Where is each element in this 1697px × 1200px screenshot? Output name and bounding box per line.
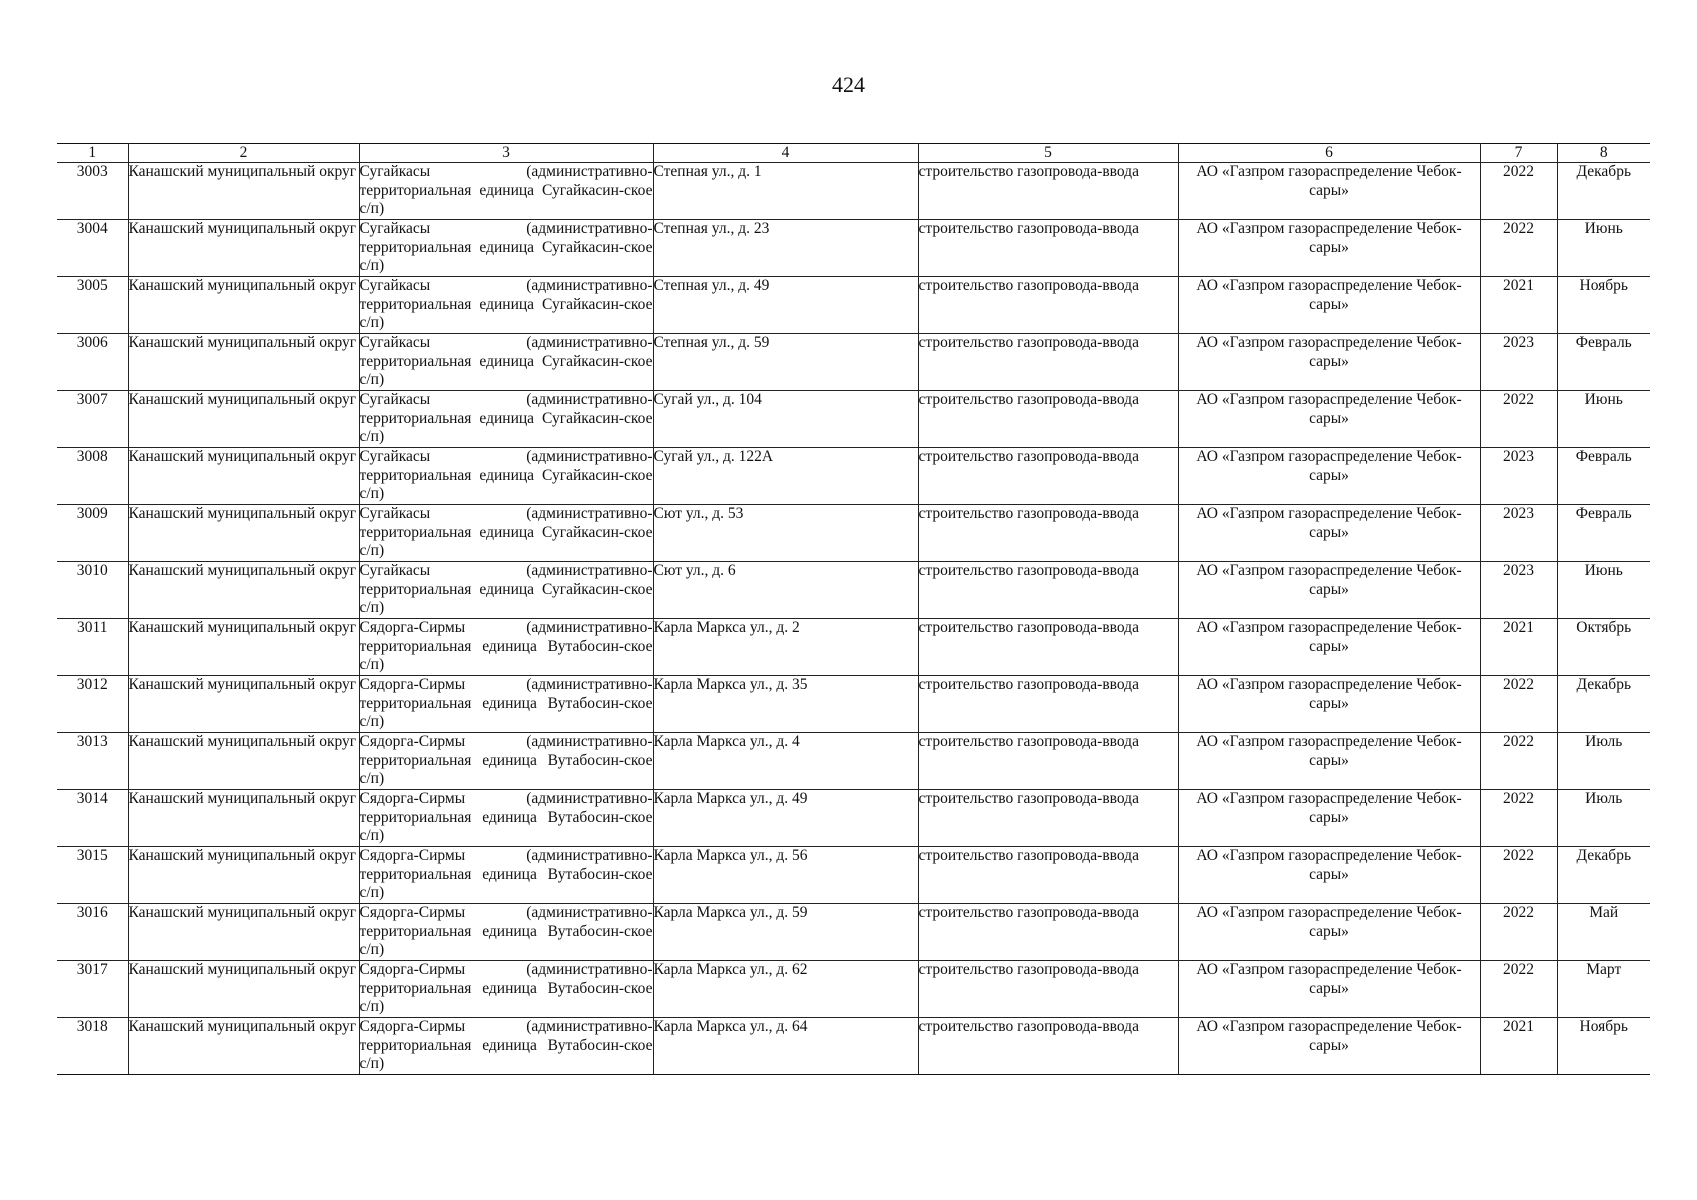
address-cell: Степная ул., д. 23	[653, 220, 918, 277]
organization-cell: АО «Газпром газораспределение Чебок-сары»	[1178, 847, 1480, 904]
month-cell: Июнь	[1557, 220, 1650, 277]
month-cell: Ноябрь	[1557, 1018, 1650, 1075]
table-row	[57, 904, 1650, 961]
table-row	[57, 790, 1650, 847]
year-cell: 2022	[1480, 220, 1557, 277]
column-header: 3	[359, 144, 653, 163]
month-cell: Июнь	[1557, 391, 1650, 448]
month-cell: Февраль	[1557, 505, 1650, 562]
month-cell: Июль	[1557, 733, 1650, 790]
organization-cell: АО «Газпром газораспределение Чебок-сары»	[1178, 904, 1480, 961]
table-row	[57, 961, 1650, 1018]
locality-cell: Сугайкасы (административно-территориальная единица Сугайкасин-ское с/п)	[359, 448, 653, 505]
table-row	[57, 562, 1650, 619]
column-header: 8	[1557, 144, 1650, 163]
address-cell: Карла Маркса ул., д. 4	[653, 733, 918, 790]
row-number-cell: 3003	[57, 163, 128, 220]
work-type-cell: строительство газопровода-ввода	[918, 391, 1178, 448]
year-cell: 2023	[1480, 334, 1557, 391]
address-cell: Степная ул., д. 1	[653, 163, 918, 220]
locality-cell: Сядорга-Сирмы (административно-территориальная единица Вутабосин-ское с/п)	[359, 733, 653, 790]
year-cell: 2022	[1480, 904, 1557, 961]
year-cell: 2022	[1480, 790, 1557, 847]
organization-cell: АО «Газпром газораспределение Чебок-сары»	[1178, 391, 1480, 448]
locality-cell: Сядорга-Сирмы (административно-территориальная единица Вутабосин-ское с/п)	[359, 619, 653, 676]
row-number-cell: 3007	[57, 391, 128, 448]
locality-cell: Сугайкасы (административно-территориальная единица Сугайкасин-ское с/п)	[359, 505, 653, 562]
year-cell: 2023	[1480, 448, 1557, 505]
header-row	[57, 144, 1650, 163]
table-row	[57, 277, 1650, 334]
district-cell: Канашский муниципальный округ	[128, 448, 359, 505]
work-type-cell: строительство газопровода-ввода	[918, 163, 1178, 220]
address-cell: Карла Маркса ул., д. 35	[653, 676, 918, 733]
month-cell: Декабрь	[1557, 847, 1650, 904]
work-type-cell: строительство газопровода-ввода	[918, 733, 1178, 790]
address-cell: Карла Маркса ул., д. 62	[653, 961, 918, 1018]
work-type-cell: строительство газопровода-ввода	[918, 562, 1178, 619]
year-cell: 2022	[1480, 676, 1557, 733]
month-cell: Март	[1557, 961, 1650, 1018]
work-type-cell: строительство газопровода-ввода	[918, 448, 1178, 505]
organization-cell: АО «Газпром газораспределение Чебок-сары»	[1178, 961, 1480, 1018]
column-header: 4	[653, 144, 918, 163]
month-cell: Июнь	[1557, 562, 1650, 619]
district-cell: Канашский муниципальный округ	[128, 904, 359, 961]
row-number-cell: 3016	[57, 904, 128, 961]
district-cell: Канашский муниципальный округ	[128, 562, 359, 619]
organization-cell: АО «Газпром газораспределение Чебок-сары»	[1178, 277, 1480, 334]
row-number-cell: 3015	[57, 847, 128, 904]
month-cell: Февраль	[1557, 334, 1650, 391]
locality-cell: Сугайкасы (административно-территориальная единица Сугайкасин-ское с/п)	[359, 220, 653, 277]
organization-cell: АО «Газпром газораспределение Чебок-сары»	[1178, 562, 1480, 619]
year-cell: 2021	[1480, 619, 1557, 676]
locality-cell: Сугайкасы (административно-территориальная единица Сугайкасин-ское с/п)	[359, 334, 653, 391]
organization-cell: АО «Газпром газораспределение Чебок-сары»	[1178, 790, 1480, 847]
month-cell: Ноябрь	[1557, 277, 1650, 334]
table-row	[57, 334, 1650, 391]
row-number-cell: 3018	[57, 1018, 128, 1075]
organization-cell: АО «Газпром газораспределение Чебок-сары»	[1178, 220, 1480, 277]
work-type-cell: строительство газопровода-ввода	[918, 334, 1178, 391]
organization-cell: АО «Газпром газораспределение Чебок-сары»	[1178, 733, 1480, 790]
work-type-cell: строительство газопровода-ввода	[918, 676, 1178, 733]
district-cell: Канашский муниципальный округ	[128, 334, 359, 391]
locality-cell: Сугайкасы (административно-территориальная единица Сугайкасин-ское с/п)	[359, 391, 653, 448]
row-number-cell: 3017	[57, 961, 128, 1018]
address-cell: Сугай ул., д. 104	[653, 391, 918, 448]
address-cell: Сют ул., д. 6	[653, 562, 918, 619]
column-header: 6	[1178, 144, 1480, 163]
column-header: 7	[1480, 144, 1557, 163]
district-cell: Канашский муниципальный округ	[128, 676, 359, 733]
year-cell: 2023	[1480, 562, 1557, 619]
locality-cell: Сугайкасы (административно-территориальная единица Сугайкасин-ское с/п)	[359, 277, 653, 334]
year-cell: 2021	[1480, 277, 1557, 334]
address-cell: Степная ул., д. 49	[653, 277, 918, 334]
locality-cell: Сядорга-Сирмы (административно-территориальная единица Вутабосин-ское с/п)	[359, 790, 653, 847]
locality-cell: Сядорга-Сирмы (административно-территориальная единица Вутабосин-ское с/п)	[359, 676, 653, 733]
column-header: 2	[128, 144, 359, 163]
locality-cell: Сядорга-Сирмы (административно-территориальная единица Вутабосин-ское с/п)	[359, 847, 653, 904]
year-cell: 2022	[1480, 733, 1557, 790]
district-cell: Канашский муниципальный округ	[128, 961, 359, 1018]
table-row	[57, 448, 1650, 505]
table-row	[57, 619, 1650, 676]
table-row	[57, 1018, 1650, 1075]
row-number-cell: 3006	[57, 334, 128, 391]
work-type-cell: строительство газопровода-ввода	[918, 505, 1178, 562]
organization-cell: АО «Газпром газораспределение Чебок-сары»	[1178, 1018, 1480, 1075]
year-cell: 2022	[1480, 961, 1557, 1018]
table-row	[57, 505, 1650, 562]
work-type-cell: строительство газопровода-ввода	[918, 904, 1178, 961]
row-number-cell: 3008	[57, 448, 128, 505]
address-cell: Карла Маркса ул., д. 56	[653, 847, 918, 904]
district-cell: Канашский муниципальный округ	[128, 277, 359, 334]
column-header: 5	[918, 144, 1178, 163]
row-number-cell: 3011	[57, 619, 128, 676]
year-cell: 2022	[1480, 847, 1557, 904]
locality-cell: Сядорга-Сирмы (административно-территориальная единица Вутабосин-ское с/п)	[359, 961, 653, 1018]
year-cell: 2022	[1480, 391, 1557, 448]
address-cell: Карла Маркса ул., д. 49	[653, 790, 918, 847]
row-number-cell: 3009	[57, 505, 128, 562]
organization-cell: АО «Газпром газораспределение Чебок-сары»	[1178, 334, 1480, 391]
address-cell: Сугай ул., д. 122А	[653, 448, 918, 505]
row-number-cell: 3013	[57, 733, 128, 790]
data-table	[57, 143, 1650, 1075]
address-cell: Карла Маркса ул., д. 2	[653, 619, 918, 676]
district-cell: Канашский муниципальный округ	[128, 847, 359, 904]
table-row	[57, 163, 1650, 220]
month-cell: Май	[1557, 904, 1650, 961]
locality-cell: Сядорга-Сирмы (административно-территориальная единица Вутабосин-ское с/п)	[359, 1018, 653, 1075]
district-cell: Канашский муниципальный округ	[128, 220, 359, 277]
row-number-cell: 3004	[57, 220, 128, 277]
year-cell: 2023	[1480, 505, 1557, 562]
district-cell: Канашский муниципальный округ	[128, 391, 359, 448]
work-type-cell: строительство газопровода-ввода	[918, 220, 1178, 277]
month-cell: Декабрь	[1557, 163, 1650, 220]
address-cell: Карла Маркса ул., д. 59	[653, 904, 918, 961]
table-row	[57, 847, 1650, 904]
address-cell: Карла Маркса ул., д. 64	[653, 1018, 918, 1075]
address-cell: Степная ул., д. 59	[653, 334, 918, 391]
table-row	[57, 676, 1650, 733]
organization-cell: АО «Газпром газораспределение Чебок-сары»	[1178, 448, 1480, 505]
row-number-cell: 3005	[57, 277, 128, 334]
organization-cell: АО «Газпром газораспределение Чебок-сары»	[1178, 619, 1480, 676]
table-row	[57, 733, 1650, 790]
district-cell: Канашский муниципальный округ	[128, 733, 359, 790]
district-cell: Канашский муниципальный округ	[128, 505, 359, 562]
district-cell: Канашский муниципальный округ	[128, 619, 359, 676]
row-number-cell: 3012	[57, 676, 128, 733]
month-cell: Октябрь	[1557, 619, 1650, 676]
work-type-cell: строительство газопровода-ввода	[918, 619, 1178, 676]
work-type-cell: строительство газопровода-ввода	[918, 277, 1178, 334]
year-cell: 2022	[1480, 163, 1557, 220]
organization-cell: АО «Газпром газораспределение Чебок-сары»	[1178, 505, 1480, 562]
month-cell: Июль	[1557, 790, 1650, 847]
district-cell: Канашский муниципальный округ	[128, 1018, 359, 1075]
table-row	[57, 220, 1650, 277]
district-cell: Канашский муниципальный округ	[128, 163, 359, 220]
month-cell: Декабрь	[1557, 676, 1650, 733]
month-cell: Февраль	[1557, 448, 1650, 505]
organization-cell: АО «Газпром газораспределение Чебок-сары»	[1178, 676, 1480, 733]
organization-cell: АО «Газпром газораспределение Чебок-сары»	[1178, 163, 1480, 220]
page-number: 424	[832, 72, 865, 97]
work-type-cell: строительство газопровода-ввода	[918, 790, 1178, 847]
address-cell: Сют ул., д. 53	[653, 505, 918, 562]
table-row	[57, 391, 1650, 448]
locality-cell: Сугайкасы (административно-территориальная единица Сугайкасин-ское с/п)	[359, 163, 653, 220]
column-header: 1	[57, 144, 128, 163]
locality-cell: Сугайкасы (административно-территориальная единица Сугайкасин-ское с/п)	[359, 562, 653, 619]
row-number-cell: 3010	[57, 562, 128, 619]
year-cell: 2021	[1480, 1018, 1557, 1075]
row-number-cell: 3014	[57, 790, 128, 847]
locality-cell: Сядорга-Сирмы (административно-территориальная единица Вутабосин-ское с/п)	[359, 904, 653, 961]
work-type-cell: строительство газопровода-ввода	[918, 1018, 1178, 1075]
work-type-cell: строительство газопровода-ввода	[918, 961, 1178, 1018]
district-cell: Канашский муниципальный округ	[128, 790, 359, 847]
work-type-cell: строительство газопровода-ввода	[918, 847, 1178, 904]
